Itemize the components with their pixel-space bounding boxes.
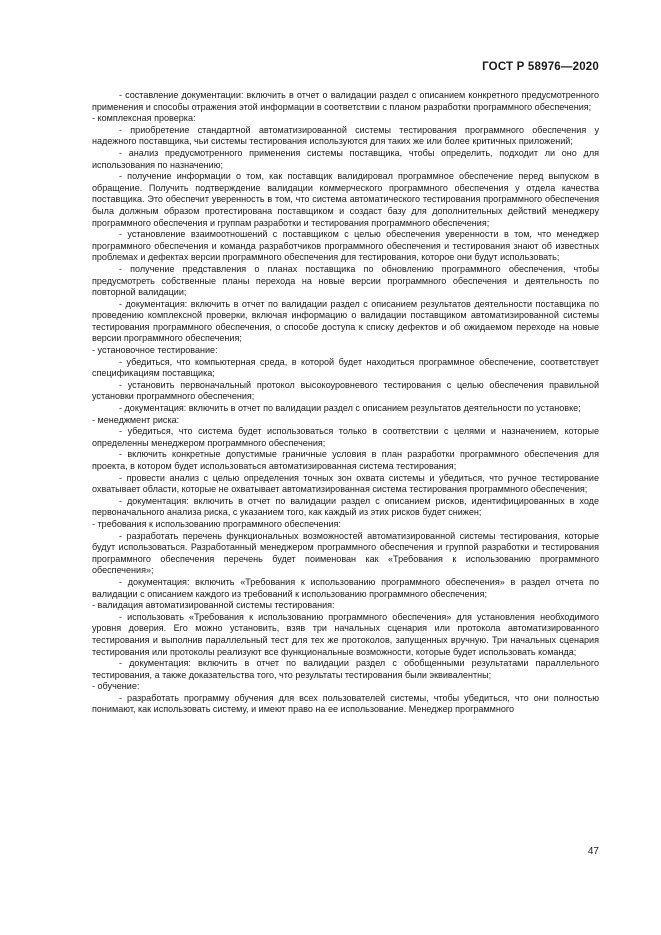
list-item: - валидация автоматизированной системы тестирования: (92, 600, 335, 611)
paragraph: - анализ предусмотренного применения системы поставщика, чтобы определить, подходит ли оно для использования по назначению; (92, 147, 599, 170)
list-item: - требования к использованию программного обеспечения: (92, 518, 341, 529)
paragraph: - установление взаимоотношений с поставщиком с целью обеспечения уверенности в том, что менеджер программного обеспечения и команда разработчиков программного обеспечения и тестирования знают об известных проблемах и дефектах версии программного обеспечения для тестирования, которое они будут использовать; (92, 229, 599, 263)
paragraph: - разработать программу обучения для всех пользователей системы, чтобы убедиться, что они полностью понимают, как использовать систему, и имеют право на ее использование. Менеджер программного (92, 692, 599, 715)
document-body (92, 90, 599, 716)
list-item: - комплексная проверка: (92, 113, 196, 124)
paragraph: - приобретение стандартной автоматизированной системы тестирования программного обеспечения у надежного поставщика, чьи системы тестирования используются для таких же или более критичных приложений; (92, 124, 599, 147)
paragraph: - использовать «Требования к использованию программного обеспечения» для установления необходимого уровня доверия. Его можно установить, взяв три начальных сценария или протокола автоматизированного тестирования и выполнив параллельный тест для тех же протоколов, запущенных вручную. Три начальных сценария тестирования или протоколы реализуют все функциональные возможности, которые будет использовать команда; (92, 611, 599, 657)
paragraph: - документация: включить «Требования к использованию программного обеспечения» в раздел отчета по валидации с описанием каждого из требований к использованию программного обеспечения; (92, 576, 599, 599)
paragraph: - убедиться, что система будет использоваться только в соответствии с целями и назначением, которые определенны менеджером программного обеспечения; (92, 426, 599, 448)
list-item: - обучение: (92, 681, 140, 692)
paragraph: - документация: включить в отчет по валидации раздел с описанием результатов деятельности поставщика по проведению комплексной проверки, включая информацию о валидации поставщиком автоматизированной системы тестирования программного обеспечения, о способе доступа к списку дефектов и об ожидаемом переходе на новые версии программного обеспечения; (92, 298, 599, 344)
list-item: - установочное тестирование: (92, 345, 218, 356)
paragraph: - получение информации о том, как поставщик валидировал программное обеспечение перед выпуском в обращение. Получить подтверждение валидации коммерческого программного обеспечения у отдела качества поставщика. Это обеспечит уверенность в том, что система автоматического тестирования программного обеспечения была должным образом протестирована поставщиком и создаст базу для дополнительных действий менеджеру программного обеспечения и группам разработки и тестирования программного обеспечения; (92, 171, 599, 228)
paragraph: - документация: включить в отчет по валидации раздел с описанием результатов деятельности по установке; (119, 403, 581, 414)
paragraph: - провести анализ с целью определения точных зон охвата системы и убедиться, что ручное тестирование охватывает области, которые не охватывает автоматизированная система тестирования программного обеспечения; (92, 472, 599, 495)
paragraph: - разработать перечень функциональных возможностей автоматизированной системы тестирования, которые будут использоваться. Разработанный менеджером программного обеспечения и группой разработки и тестирования программного обеспечения перечень будет поименован как «Требования к использованию программного обеспечения»; (92, 530, 599, 576)
paragraph: - получение представления о планах поставщика по обновлению программного обеспечения, чтобы предусмотреть собственные планы перехода на новые версии программного обеспечения и деятельность по повторной валидации; (92, 263, 599, 298)
paragraph: - установить первоначальный протокол высокоуровневого тестирования с целью обеспечения правильной установки программного обеспечения; (92, 379, 599, 402)
paragraph: - документация: включить в отчет по валидации раздел с описанием рисков, идентифицированных в ходе первоначального анализа риска, с указанием того, как каждый из этих рисков будет снижен; (92, 495, 599, 518)
paragraph: - составление документации: включить в отчет о валидации раздел с описанием конкретного предусмотренного применения и способы отражения этой информации в соответствии с планом разработки программного обеспечения; (92, 90, 599, 112)
document-header: ГОСТ Р 58976—2020 (482, 61, 599, 73)
page-number: 47 (587, 846, 599, 857)
list-item: - менеджмент риска: (92, 414, 180, 425)
paragraph: - документация: включить в отчет по валидации раздел с обобщенными результатами параллельного тестирования, а также доказательства того, что результаты тестирования были эквивалентны; (92, 658, 599, 680)
paragraph: - включить конкретные допустимые граничные условия в план разработки программного обеспечения для проекта, в котором будет использоваться автоматизированная система тестирования; (92, 449, 599, 471)
paragraph: - убедиться, что компьютерная среда, в которой будет находиться программное обеспечение, соответствует спецификациям поставщика; (92, 356, 599, 379)
